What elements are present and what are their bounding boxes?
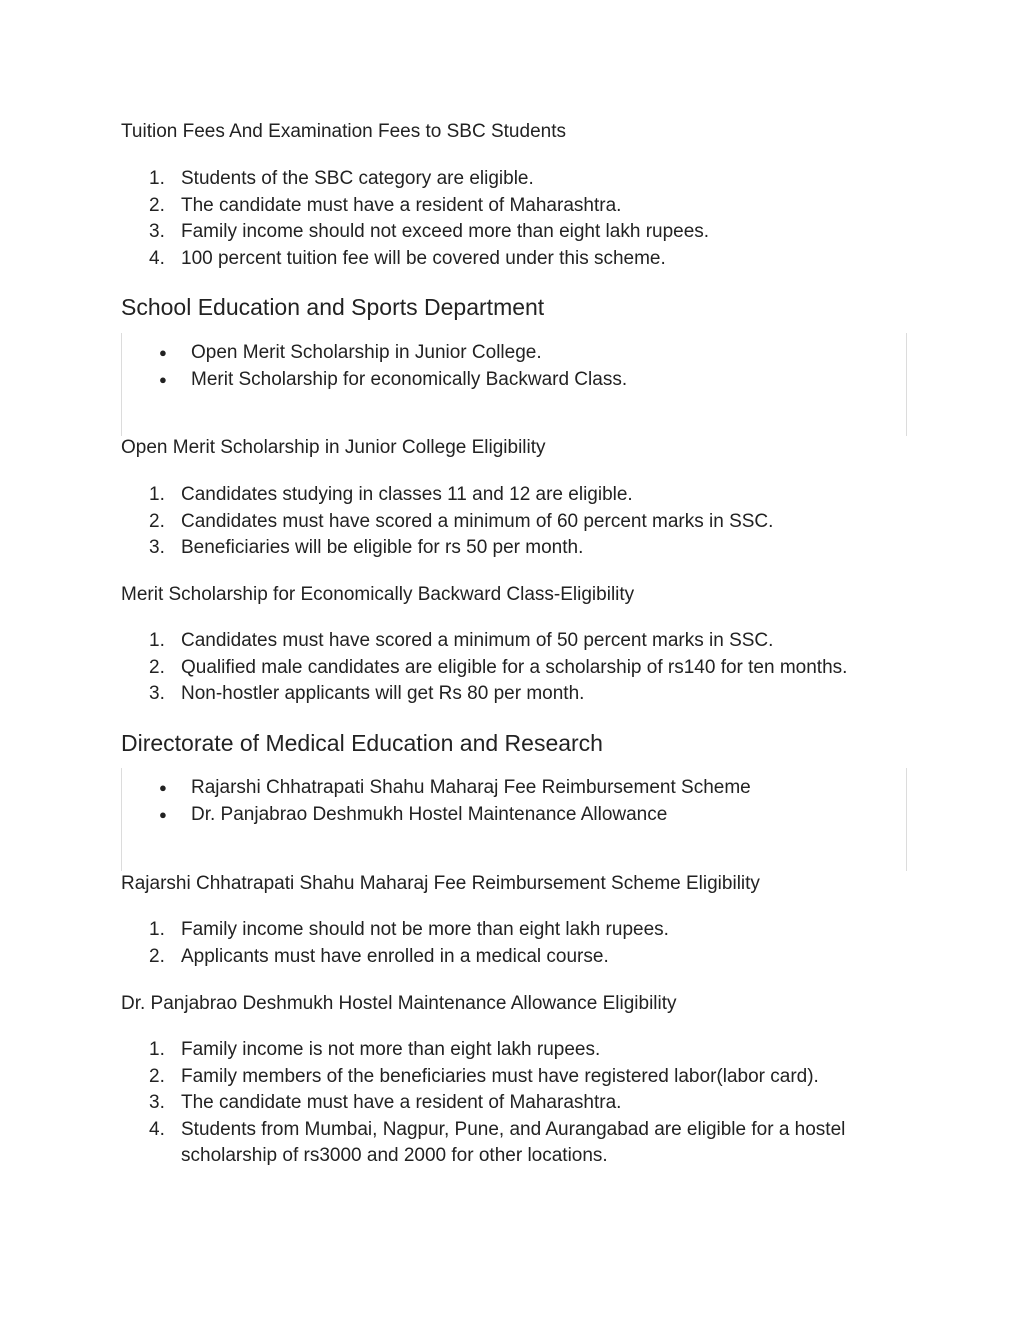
- list-item: [121, 482, 901, 509]
- bullet-icon: ●: [159, 806, 167, 822]
- list-text: Family income should not be more than eight lakh rupees.: [181, 919, 669, 940]
- dmer-heading: Directorate of Medical Education and Research: [121, 730, 603, 756]
- dmer-schemes-list: [122, 775, 902, 828]
- list-item: [122, 802, 902, 829]
- list-text: Candidates studying in classes 11 and 12 are eligible.: [181, 484, 633, 505]
- list-text: Candidates must have scored a minimum of 50 percent marks in SSC.: [181, 630, 774, 651]
- list-text: Open Merit Scholarship in Junior College.: [191, 342, 542, 363]
- ebc-merit-title: Merit Scholarship for Economically Backward Class-Eligibility: [121, 584, 635, 605]
- list-number: 3.: [149, 221, 165, 242]
- list-text: Candidates must have scored a minimum of 60 percent marks in SSC.: [181, 510, 774, 532]
- list-text: Non-hostler applicants will get Rs 80 per month.: [181, 683, 585, 704]
- list-number: 1.: [149, 1039, 165, 1060]
- sbc-fees-title: Tuition Fees And Examination Fees to SBC Students: [121, 121, 566, 142]
- list-item: [121, 219, 901, 246]
- dmer-schemes-box: [121, 768, 907, 871]
- list-item: [122, 340, 902, 367]
- sbc-eligibility-list: [121, 166, 901, 272]
- list-text: Applicants must have enrolled in a medical course.: [181, 945, 609, 967]
- hostel-allowance-title: Dr. Panjabrao Deshmukh Hostel Maintenance Allowance Eligibility: [121, 993, 677, 1014]
- list-item: [121, 193, 901, 220]
- list-number: 3.: [149, 537, 165, 558]
- list-item: [121, 917, 901, 944]
- list-item: [121, 1117, 901, 1170]
- list-text: 100 percent tuition fee will be covered under this scheme.: [181, 247, 666, 269]
- list-number: 3.: [149, 683, 165, 704]
- bullet-icon: ●: [159, 780, 167, 795]
- list-text: Family members of the beneficiaries must have registered labor(labor card).: [181, 1065, 819, 1087]
- list-number: 1.: [149, 630, 165, 651]
- list-number: 4.: [149, 247, 165, 269]
- school-schemes-box: [121, 333, 907, 436]
- list-number: 2.: [149, 945, 165, 967]
- list-item: [122, 775, 902, 802]
- bullet-icon: ●: [159, 371, 167, 387]
- list-text: Dr. Panjabrao Deshmukh Hostel Maintenance Allowance: [191, 803, 668, 825]
- list-number: 2.: [149, 1065, 165, 1087]
- list-text: Students from Mumbai, Nagpur, Pune, and Aurangabad are eligible for a hostel scholarship of rs3000 and 2000 for other locations.: [181, 1118, 846, 1166]
- list-item: [121, 655, 901, 682]
- list-item: [121, 944, 901, 971]
- list-number: 4.: [149, 1118, 165, 1140]
- bullet-icon: ●: [159, 345, 167, 360]
- list-number: 2.: [149, 656, 165, 678]
- school-education-heading: School Education and Sports Department: [121, 294, 545, 320]
- list-item: [121, 1090, 901, 1117]
- list-item: [121, 1064, 901, 1091]
- list-number: 1.: [149, 919, 165, 940]
- list-item: [121, 1037, 901, 1064]
- shahu-scheme-list: [121, 917, 901, 970]
- open-merit-title: Open Merit Scholarship in Junior College Eligibility: [121, 437, 546, 458]
- list-text: Qualified male candidates are eligible for a scholarship of rs140 for ten months.: [181, 656, 848, 678]
- ebc-merit-list: [121, 628, 901, 708]
- list-text: Students of the SBC category are eligible.: [181, 168, 534, 189]
- list-number: 3.: [149, 1092, 165, 1113]
- list-item: [122, 367, 902, 394]
- list-text: The candidate must have a resident of Maharashtra.: [181, 194, 622, 216]
- list-item: [121, 166, 901, 193]
- list-item: [121, 246, 901, 273]
- list-number: 2.: [149, 510, 165, 532]
- list-item: [121, 535, 901, 562]
- hostel-allowance-list: [121, 1037, 901, 1170]
- list-item: [121, 681, 901, 708]
- list-item: [121, 628, 901, 655]
- list-number: 1.: [149, 484, 165, 505]
- list-text: Family income should not exceed more than eight lakh rupees.: [181, 221, 710, 242]
- shahu-scheme-title: Rajarshi Chhatrapati Shahu Maharaj Fee Reimbursement Scheme Eligibility: [121, 873, 760, 894]
- list-text: Family income is not more than eight lakh rupees.: [181, 1039, 601, 1060]
- list-item: [121, 509, 901, 536]
- list-number: 1.: [149, 168, 165, 189]
- list-text: The candidate must have a resident of Maharashtra.: [181, 1092, 622, 1113]
- list-number: 2.: [149, 194, 165, 216]
- list-text: Rajarshi Chhatrapati Shahu Maharaj Fee Reimbursement Scheme: [191, 777, 751, 798]
- list-text: Beneficiaries will be eligible for rs 50 per month.: [181, 537, 584, 558]
- open-merit-list: [121, 482, 901, 562]
- list-text: Merit Scholarship for economically Backward Class.: [191, 368, 628, 390]
- school-schemes-list: [122, 340, 902, 393]
